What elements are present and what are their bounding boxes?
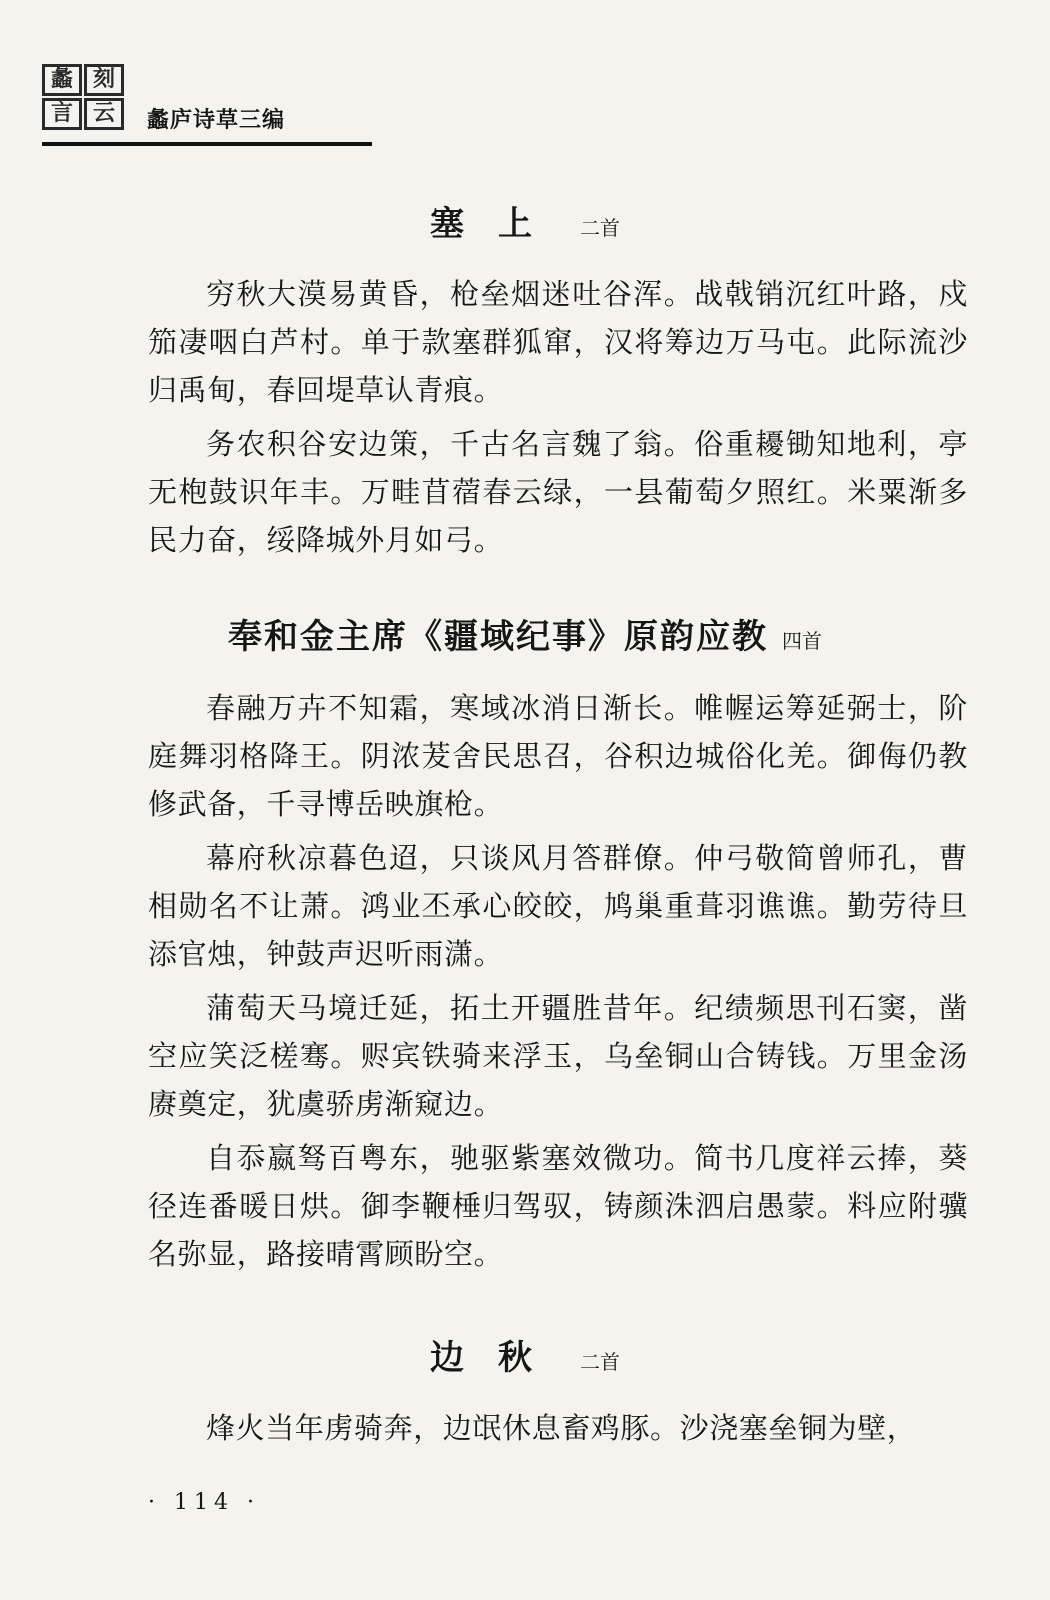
poem-count-note: 二首 xyxy=(580,1350,620,1374)
poem-title xyxy=(0,609,1050,658)
header-rule xyxy=(42,142,372,146)
poem-stanza: 蒲萄天马境迁延，拓土开疆胜昔年。纪绩频思刊石窦，凿空应笑泛槎骞。赆宾铁骑来浮玉，乌垒铜山合铸钱。万里金汤赓奠定，犹虞骄虏渐窥边。 xyxy=(148,991,968,1121)
poem-stanza: 务农积谷安边策，千古名言魏了翁。俗重耰锄知地利，亭无枹鼓识年丰。万畦苜蓿春云绿，一县葡萄夕照红。米粟渐多民力奋，绥降城外月如弓。 xyxy=(148,427,968,557)
poem-title-text: 塞上 xyxy=(430,204,566,244)
poem-stanza: 穷秋大漠易黄昏，枪垒烟迷吐谷浑。战戟销沉红叶路，戍笳凄咽白芦村。单于款塞群狐窜，汉将筹边万马屯。此际流沙归禹甸，春回堤草认青痕。 xyxy=(148,277,968,407)
poem-title-text: 边秋 xyxy=(430,1338,566,1378)
poem-title xyxy=(0,1330,1050,1379)
poem-stanza: 自忝嬴驽百粤东，驰驱紫塞效微功。简书几度祥云捧，葵径连番暖日烘。御李鞭棰归驾驭，铸颜洙泗启愚蒙。料应附骥名弥显，路接晴霄顾盼空。 xyxy=(148,1141,968,1271)
poem-count-note: 二首 xyxy=(580,216,620,240)
poem-stanza: 烽火当年虏骑奔，边氓休息畜鸡豚。沙浇塞垒铜为壁， xyxy=(206,1411,917,1445)
poem-count-note: 四首 xyxy=(782,629,822,653)
poem-body xyxy=(148,1404,968,1458)
seal-glyph: 蠡 xyxy=(42,64,82,96)
poem-body xyxy=(148,684,968,1284)
running-header-title: 蠡庐诗草三编 xyxy=(147,108,286,133)
poem-title xyxy=(0,196,1050,245)
poem-title-text: 奉和金主席《疆域纪事》原韵应教 xyxy=(228,617,768,657)
seal-logo xyxy=(42,64,124,130)
poem-stanza: 春融万卉不知霜，寒域冰消日渐长。帷幄运筹延弼士，阶庭舞羽格降王。阴浓茇舍民思召，谷积边城俗化羌。御侮仍教修武备，千寻博岳映旗枪。 xyxy=(148,691,968,821)
seal-glyph: 刻 xyxy=(84,64,124,96)
seal-glyph: 言 xyxy=(42,98,82,130)
poem-body xyxy=(148,270,968,570)
page-number: · 114 · xyxy=(148,1490,260,1515)
poem-stanza: 幕府秋凉暮色迢，只谈风月答群僚。仲弓敬简曾师孔，曹相勋名不让萧。鸿业丕承心皎皎，鸠巢重葺羽谯谯。勤劳待旦添官烛，钟鼓声迟听雨潇。 xyxy=(148,841,968,971)
seal-glyph: 云 xyxy=(84,98,124,130)
